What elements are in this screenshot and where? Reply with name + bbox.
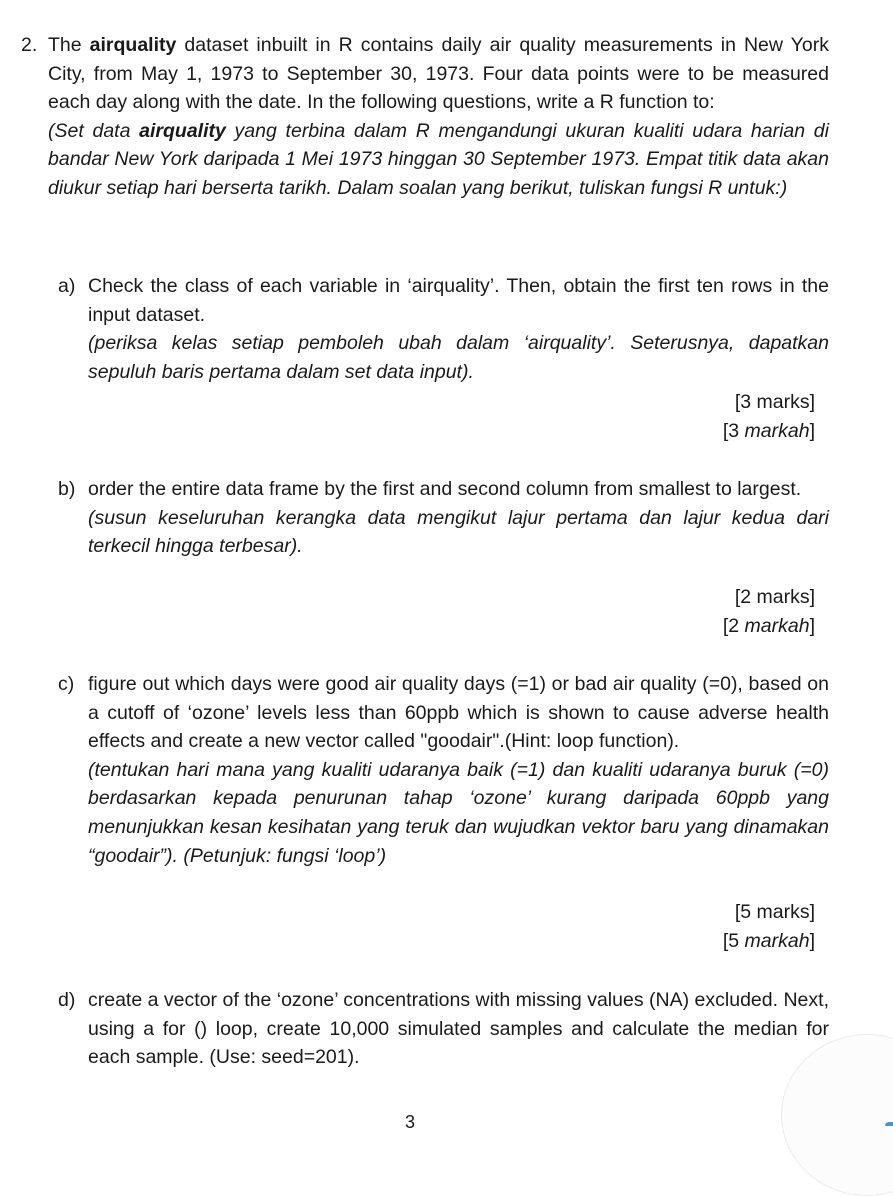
part-text-ms: (periksa kelas setiap pemboleh ubah dalam ‘airquality’. Seterusnya, dapatkan sepuluh baris pertama dalam set data input). <box>88 332 829 383</box>
part-label: c) <box>58 673 75 695</box>
marks-ms: [2 markah] <box>722 614 815 637</box>
part-label: b) <box>58 478 76 500</box>
marks-ms: [5 markah] <box>722 929 815 952</box>
part-text: Check the class of each variable in ‘airquality’. Then, obtain the first ten rows in the input dataset. <box>88 275 829 326</box>
marks: [5 marks] <box>734 901 815 923</box>
marks: [2 marks] <box>734 586 815 608</box>
intro-malay: (Set data airquality yang terbina dalam R mengandungi ukuran kualiti udara harian di bandar New York daripada 1 Mei 1973 hinggan 30 September 1973. Empat titik data akan diukur setiap hari berserta tarikh. Dalam soalan yang berikut, tuliskan fungsi R untuk:) <box>48 119 829 199</box>
part-a <box>58 272 829 386</box>
part-text: figure out which days were good air quality days (=1) or bad air quality (=0), based on a cutoff of ‘ozone’ levels less than 60ppb which is shown to cause adverse health effects and create a new vector called "goodair".(Hint: loop function). <box>88 673 829 753</box>
part-c-marks <box>58 898 829 955</box>
dataset-name: airquality <box>89 34 177 56</box>
corner-accent <box>885 1122 893 1126</box>
dataset-name-ms: airquality <box>139 119 226 142</box>
marks-ms: [3 markah] <box>722 419 815 442</box>
part-label: a) <box>58 275 76 297</box>
part-text-ms: (tentukan hari mana yang kualiti udaranya baik (=1) dan kualiti udaranya buruk (=0) berdasarkan kepada penurunan tahap ‘ozone’ kurang daripada 60ppb yang menunjukkan kesan kesihatan yang teruk dan wujudkan vektor baru yang dinamakan “goodair”). (Petunjuk: fungsi ‘loop’) <box>88 758 829 867</box>
part-text: order the entire data frame by the first and second column from smallest to largest. <box>88 478 802 500</box>
part-text: create a vector of the ‘ozone’ concentrations with missing values (NA) excluded. Next, using a for () loop, create 10,000 simulated samples and calculate the median for each sample. (Use: seed=201). <box>88 989 829 1069</box>
part-d <box>58 986 829 1072</box>
part-c <box>58 670 829 870</box>
part-b-marks <box>58 583 829 640</box>
question-number: 2. <box>21 34 38 56</box>
part-b <box>58 475 829 561</box>
page-number: 3 <box>405 1112 416 1132</box>
part-label: d) <box>58 989 76 1011</box>
intro-english: The airquality dataset inbuilt in R contains daily air quality measurements in New York City, from May 1, 1973 to September 30, 1973. Four data points were to be measured each day along with the date. In the following questions, write a R function to: <box>48 34 829 114</box>
part-a-marks <box>58 388 829 445</box>
part-text-ms: (susun keseluruhan kerangka data mengikut lajur pertama dan lajur kedua dari terkecil hingga terbesar). <box>88 506 829 558</box>
question-intro <box>48 31 829 203</box>
marks: [3 marks] <box>734 391 815 413</box>
